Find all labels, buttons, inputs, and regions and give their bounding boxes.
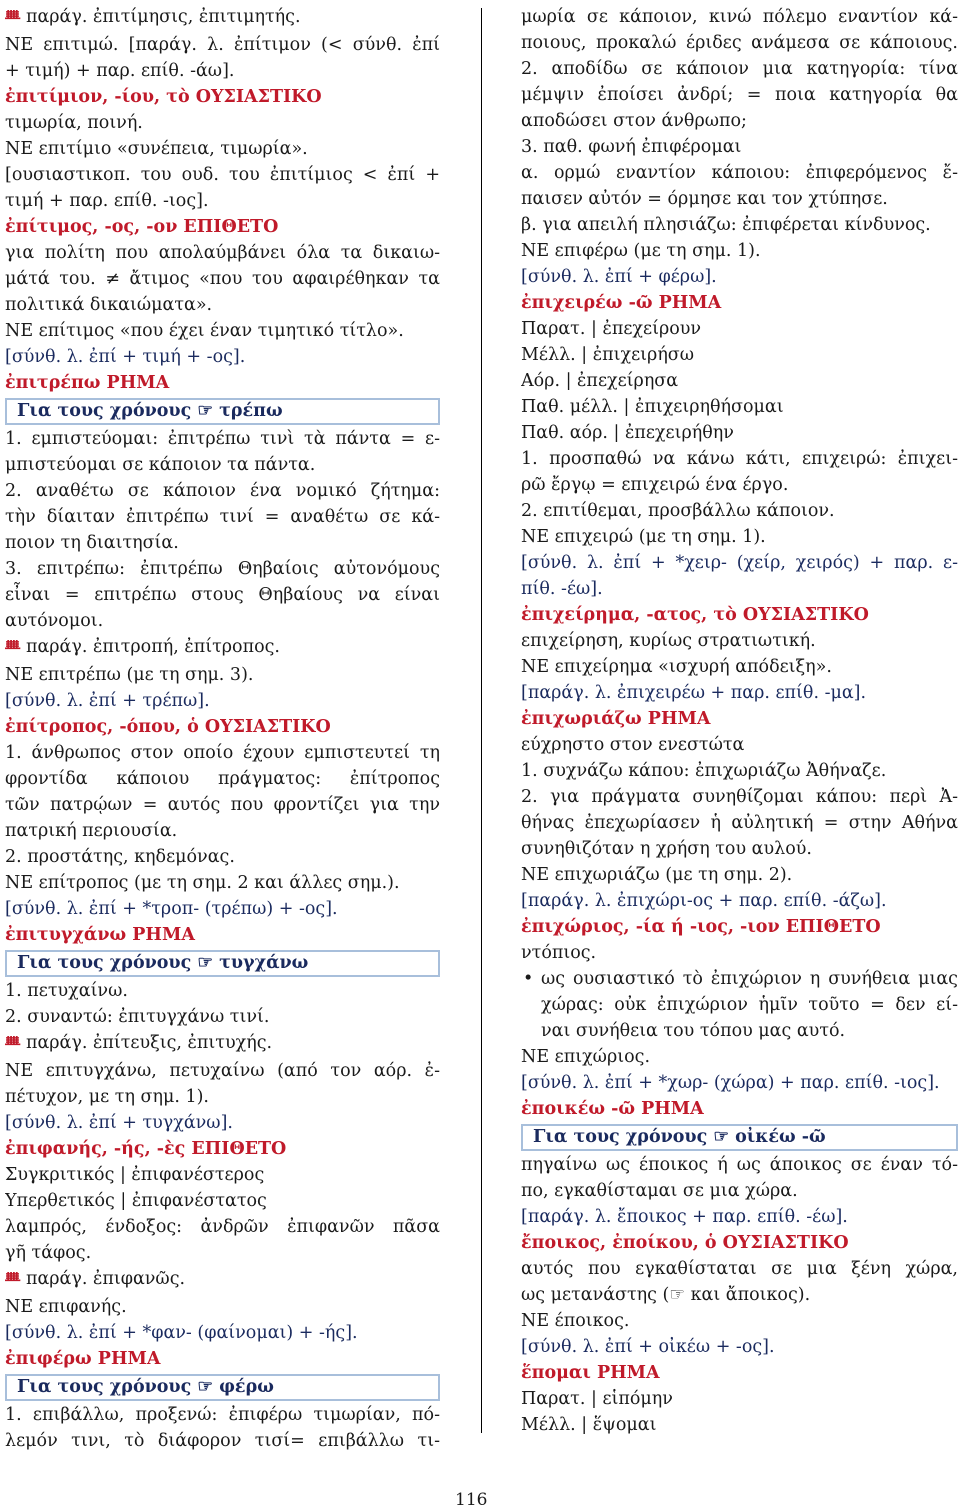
text-line: 3. επιτρέπω: ἐπιτρέπω Θηβαίοις αὐτονόμους [5,559,440,579]
entry-headword: ἐποικέω -ῶ ΡΗΜΑ [521,1099,704,1119]
entry-headword: ἔποικος, ἐποίκου, ὁ ΟΥΣΙΑΣΤΙΚΟ [521,1233,849,1253]
entry-headword: ἐπίτροπος, -όπου, ὁ ΟΥΣΙΑΣΤΙΚΟ [5,717,331,737]
tenses-reference-box: Για τους χρόνους ☞ τρέπω [5,398,440,425]
etymology-line: [σύνθ. λ. ἐπί + *φαν- (φαίνομαι) + -ής]. [5,1323,358,1343]
entry-headword: ἐπιφέρω ΡΗΜΑ [5,1349,161,1369]
entry-headword: ἐπιτίμιον, -ίου, τὸ ΟΥΣΙΑΣΤΙΚΟ [5,87,322,107]
text-line: τὴν δίαιταν ἐπιτρέπω τινί = αναθέτω σε κά- [5,507,440,527]
text-line: τῶν πατρῴων = αυτός που φροντίζει για την [5,795,440,815]
text-line: συνηθιζόταν η χρήση του αυλού. [521,839,812,859]
derivatives-icon: ᚙ [5,1273,20,1288]
text-line: ΝΕ επίτιμος «που έχει έναν τιμητικό τίτλο». [5,321,404,341]
entry-headword: ἕπομαι ΡΗΜΑ [521,1363,660,1383]
text-line: ΝΕ επιτιμώ. [παράγ. λ. ἐπίτιμον (< σύνθ. ἐπί [5,35,440,55]
text-line: ως μετανάστης (☞ και ἄποικος). [521,1285,811,1305]
text-line: για πολίτη που απολαύμβάνει όλα τα δικαιω- [5,243,440,263]
text-line: ποιους, προκαλώ έριδες ανάμεσα σε κάποιους. [521,33,958,53]
text-line: ναι συνήθεια του τόπου μας αυτό. [541,1021,846,1041]
etymology-line: [σύνθ. λ. ἐπί + τυγχάνω]. [5,1113,233,1133]
etymology-line: [σύνθ. λ. ἐπί + *τροπ- (τρέπω) + -ος]. [5,899,338,919]
text-line: 1. επιβάλλω, προξενώ: ἐπιφέρω τιμωρίαν, πό- [5,1405,440,1425]
text-line: λαμπρός, ένδοξος: ἀνδρῶν ἐπιφανῶν πᾶσα [5,1217,440,1237]
tenses-reference-box: Για τους χρόνους ☞ οἰκέω -ῶ [521,1124,958,1151]
text-line: πέτυχον, με τη σημ. 1). [5,1087,209,1107]
entry-headword: ἐπιχώριος, -ία ή -ιος, -ιον ΕΠΙΘΕΤΟ [521,917,881,937]
text-line: ΝΕ επιτυγχάνω, πετυχαίνω (από τον αόρ. ἐ- [5,1061,440,1081]
text-line: μέμψιν ἐποίσει ἀνδρί; = ποια κατηγορία θα [521,85,958,105]
text-line: ρῶ ἔργῳ = επιχειρώ ένα έργο. [521,475,789,495]
derivatives-icon: ᚙ [5,1037,20,1052]
text-line: ΝΕ επίτροπος (με τη σημ. 2 και άλλες σημ.). [5,873,400,893]
text-line: πατρική περιουσία. [5,821,178,841]
entry-headword: ἐπιτυγχάνω ΡΗΜΑ [5,925,195,945]
text-line: ΝΕ επιχώριος. [521,1047,651,1067]
grammar-form-row: Παρατ. | εἱπόμην [521,1389,673,1409]
text-line: ᚙ παράγ. ἐπιτίμησις, ἐπιτιμητής. [5,7,301,27]
text-line: ΝΕ επιχειρώ (με τη σημ. 1). [521,527,766,547]
text-line: ΝΕ επιχείρημα «ισχυρή απόδειξη». [521,657,832,677]
text-line: + τιμή) + παρ. επίθ. -άω]. [5,61,235,81]
text-line: 1. άνθρωπος στον οποίο έχουν εμπιστευτεί τη [5,743,440,763]
text-line: ντόπιος. [521,943,597,963]
etymology-line: [σύνθ. λ. ἐπί + *χειρ- (χείρ, χειρός) + παρ. ε- [521,553,958,573]
right-column [521,4,958,1438]
text-line: μάτά του. ≠ ἄτιμος «που του αφαιρέθηκαν τα [5,269,440,289]
text-line: αυτόνομοι. [5,611,104,631]
text-line: ΝΕ επιφανής. [5,1297,127,1317]
text-line: ΝΕ επιτίμιο «συνέπεια, τιμωρία». [5,139,308,159]
text-line: μωρία σε κάποιον, κινώ πόλεμο εναντίον κά- [521,7,958,27]
text-line: εἶναι = επιτρέπω στους Θηβαίους να είναι [5,585,440,605]
text-line: ᚙ παράγ. ἐπιτροπή, ἐπίτροπος. [5,637,280,657]
derivatives-icon: ᚙ [5,641,20,656]
text-line: 1. πετυχαίνω. [5,981,128,1001]
text-line: ᚙ παράγ. ἐπίτευξις, ἐπιτυχής. [5,1033,273,1053]
entry-headword: ἐπιτρέπω ΡΗΜΑ [5,373,170,393]
etymology-line: [σύνθ. λ. ἐπί + φέρω]. [521,267,717,287]
etymology-line: [παράγ. λ. ἐπιχειρέω + παρ. επίθ. -μα]. [521,683,867,703]
text-line: χώρας: οὐκ ἐπιχώριον ἡμῖν τοῦτο = δεν εί- [541,995,958,1015]
text-line: β. για απειλή πλησιάζω: ἐπιφέρεται κίνδυνος. [521,215,931,235]
text-line: 2. για πράγματα συνηθίζομαι κάπου: περὶ Ἀ- [521,787,958,807]
etymology-line: [παράγ. λ. ἐπιχώρι-ος + παρ. επίθ. -άζω]. [521,891,887,911]
etymology-line: [σύνθ. λ. ἐπί + τρέπω]. [5,691,210,711]
text-line: 2. επιτίθεμαι, προσβάλλω κάποιον. [521,501,835,521]
text-line: μπιστεύομαι σε κάποιον τα πάντα. [5,455,316,475]
text-line: επιχείρηση, κυρίως στρατιωτική. [521,631,816,651]
text-line: ΝΕ έποικος. [521,1311,630,1331]
text-line: 2. αναθέτω σε κάποιον ένα νομικό ζήτημα: [5,481,440,501]
text-line: 2. προστάτης, κηδεμόνας. [5,847,235,867]
grammar-form-row: Υπερθετικός | ἐπιφανέστατος [5,1191,267,1211]
text-line: ΝΕ επιχωριάζω (με τη σημ. 2). [521,865,793,885]
text-line: θήνας ἐπεχωρίασεν ἡ αὐλητική = στην Αθήνα [521,813,958,833]
text-line: εύχρηστο στον ενεστώτα [521,735,745,755]
tenses-reference-box: Για τους χρόνους ☞ τυγχάνω [5,950,440,977]
text-line: 1. συχνάζω κάπου: ἐπιχωριάζω Ἀθήναζε. [521,761,887,781]
entry-headword: ἐπιχωριάζω ΡΗΜΑ [521,709,711,729]
text-line: πο, εγκαθίσταμαι σε μια χώρα. [521,1181,798,1201]
entry-headword: ἐπίτιμος, -ος, -ον ΕΠΙΘΕΤΟ [5,217,279,237]
text-line: αποδώσει στον άνθρωπο; [521,111,747,131]
text-line: 1. προσπαθώ να κάνω κάτι, επιχειρώ: ἐπιχει- [521,449,958,469]
entry-headword: ἐπιφανής, -ής, -ὲς ΕΠΙΘΕΤΟ [5,1139,287,1159]
text-line: ΝΕ επιτρέπω (με τη σημ. 3). [5,665,254,685]
grammar-form-row: Μέλλ. | ἕψομαι [521,1415,657,1435]
text-line: ποιον τη διαιτησία. [5,533,179,553]
etymology-line: [σύνθ. λ. ἐπί + τιμή + -ος]. [5,347,246,367]
text-line: τιμή + παρ. επίθ. -ιος]. [5,191,209,211]
column-divider [481,8,482,1433]
text-line: λεμόν τινι, τὸ διάφορον τισί= επιβάλλω τι- [5,1431,440,1451]
text-line: 2. αποδίδω σε κάποιον μια κατηγορία: τίνα [521,59,958,79]
text-line: αυτός που εγκαθίσταται σε μια ξένη χώρα, [521,1259,958,1279]
text-line: γῆ τάφος. [5,1243,92,1263]
grammar-form-row: Μέλλ. | ἐπιχειρήσω [521,345,695,365]
text-line: 1. εμπιστεύομαι: ἐπιτρέπω τινὶ τὰ πάντα = ε- [5,429,440,449]
entry-headword: ἐπιχείρημα, -ατος, τὸ ΟΥΣΙΑΣΤΙΚΟ [521,605,869,625]
text-line: ᚙ παράγ. ἐπιφανῶς. [5,1269,186,1289]
text-line: πολιτικά δικαιώματα». [5,295,213,315]
text-line: πηγαίνω ως έποικος ή ως άποικος σε έναν τό- [521,1155,958,1175]
grammar-form-row: Παθ. μέλλ. | ἐπιχειρηθήσομαι [521,397,784,417]
bullet-item: • ως ουσιαστικό τὸ ἐπιχώριον η συνήθεια μιας [521,966,958,992]
etymology-line: [παράγ. λ. ἔποικος + παρ. επίθ. -έω]. [521,1207,848,1227]
etymology-line: πίθ. -έω]. [521,579,603,599]
text-line: α. ορμώ εναντίον κάποιου: ἐπιφερόμενος ἔ- [521,163,958,183]
text-line: [ουσιαστικοπ. του ουδ. του ἐπιτίμιος < ἐπί + [5,165,440,185]
left-column [5,4,440,1454]
grammar-form-row: Συγκριτικός | ἐπιφανέστερος [5,1165,265,1185]
tenses-reference-box: Για τους χρόνους ☞ φέρω [5,1374,440,1401]
page-number: 116 [455,1490,488,1510]
text-line: παισεν αὐτόν = όρμησε και τον χτύπησε. [521,189,888,209]
grammar-form-row: Παρατ. | ἐπεχείρουν [521,319,702,339]
derivatives-icon: ᚙ [5,11,20,26]
grammar-form-row: Αόρ. | ἐπεχείρησα [521,371,679,391]
etymology-line: [σύνθ. λ. ἐπί + οἰκέω + -ος]. [521,1337,775,1357]
entry-headword: ἐπιχειρέω -ῶ ΡΗΜΑ [521,293,722,313]
text-line: τιμωρία, ποινή. [5,113,143,133]
text-line: ΝΕ επιφέρω (με τη σημ. 1). [521,241,761,261]
etymology-line: [σύνθ. λ. ἐπί + *χωρ- (χώρα) + παρ. επίθ. -ιος]. [521,1073,940,1093]
grammar-form-row: Παθ. αόρ. | ἐπεχειρήθην [521,423,734,443]
text-line: 3. παθ. φωνή ἐπιφέρομαι [521,137,742,157]
text-line: 2. συναντώ: ἐπιτυγχάνω τινί. [5,1007,270,1027]
text-line: φροντίδα κάποιου πράγματος: ἐπίτροπος [5,769,440,789]
